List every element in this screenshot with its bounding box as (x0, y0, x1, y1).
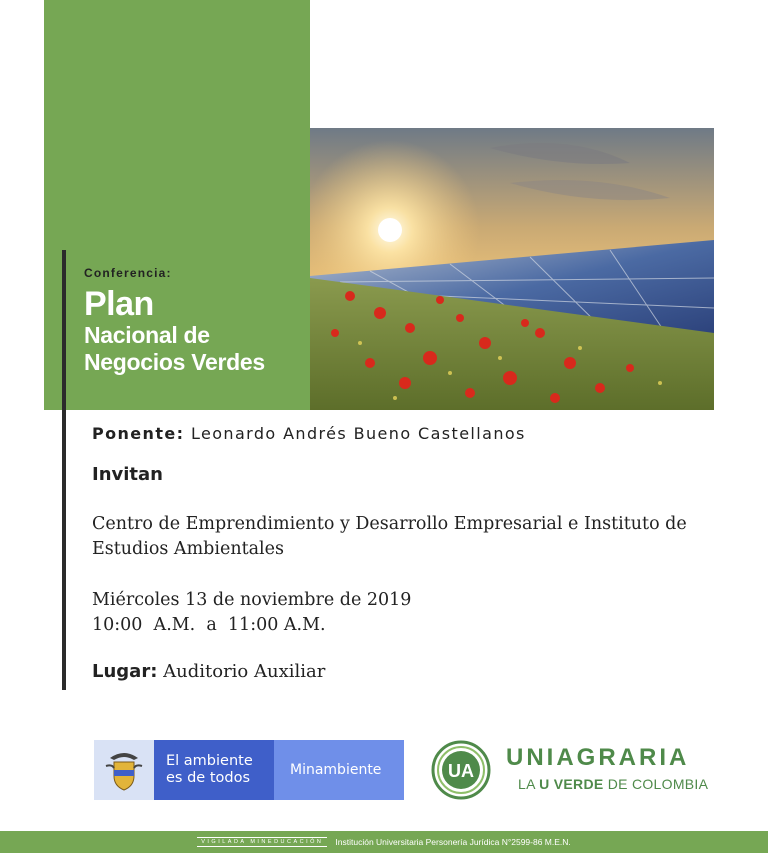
speaker-label: Ponente: (92, 424, 185, 443)
organizers-line-1: Centro de Emprendimiento y Desarrollo Empresarial e Instituto de (92, 514, 687, 534)
ua-slogan-bold: U VERDE (539, 776, 604, 792)
organizers-line-2: Estudios Ambientales (92, 539, 284, 559)
minambiente-logo (94, 740, 404, 800)
venue-place: Auditorio Auxiliar (163, 661, 326, 682)
ua-badge-text: UA (448, 761, 474, 781)
minambiente-slogan-line-1: El ambiente (166, 753, 253, 769)
vigilada-mark: VIGILADA MINEDUCACIÓN (197, 837, 327, 847)
event-date: Miércoles 13 de noviembre de 2019 (92, 590, 412, 610)
minambiente-slogan-line-2: es de todos (166, 770, 251, 786)
footer-text: Institución Universitaria Personería Jurídica N°2599-86 M.E.N. (335, 837, 571, 847)
minambiente-name: Minambiente (274, 740, 404, 800)
title-line-3: Negocios Verdes (84, 349, 265, 375)
colombia-coat-of-arms-icon (94, 740, 154, 800)
venue-line (92, 661, 325, 682)
uniagraria-slogan (518, 776, 708, 792)
title-line-1: Plan (84, 285, 154, 323)
uniagraria-name: UNIAGRARIA (506, 744, 690, 771)
conference-label: Conferencia: (84, 266, 172, 280)
ua-slogan-post: DE COLOMBIA (607, 776, 709, 792)
solar-field-photo (310, 128, 714, 410)
uniagraria-badge-icon (431, 740, 491, 800)
speaker-name: Leonardo Andrés Bueno Castellanos (190, 424, 526, 443)
organizers (92, 512, 687, 562)
venue-label: Lugar: (92, 661, 158, 682)
event-time: 10:00 A.M. a 11:00 A.M. (92, 615, 326, 635)
accent-bar (62, 250, 66, 690)
footer-bar (0, 831, 768, 853)
minambiente-slogan (154, 740, 274, 800)
schedule (92, 588, 411, 638)
invitan-heading: Invitan (92, 464, 163, 485)
ua-slogan-pre: LA (518, 776, 535, 792)
title-line-2: Nacional de (84, 322, 210, 348)
speaker-line (92, 424, 526, 443)
